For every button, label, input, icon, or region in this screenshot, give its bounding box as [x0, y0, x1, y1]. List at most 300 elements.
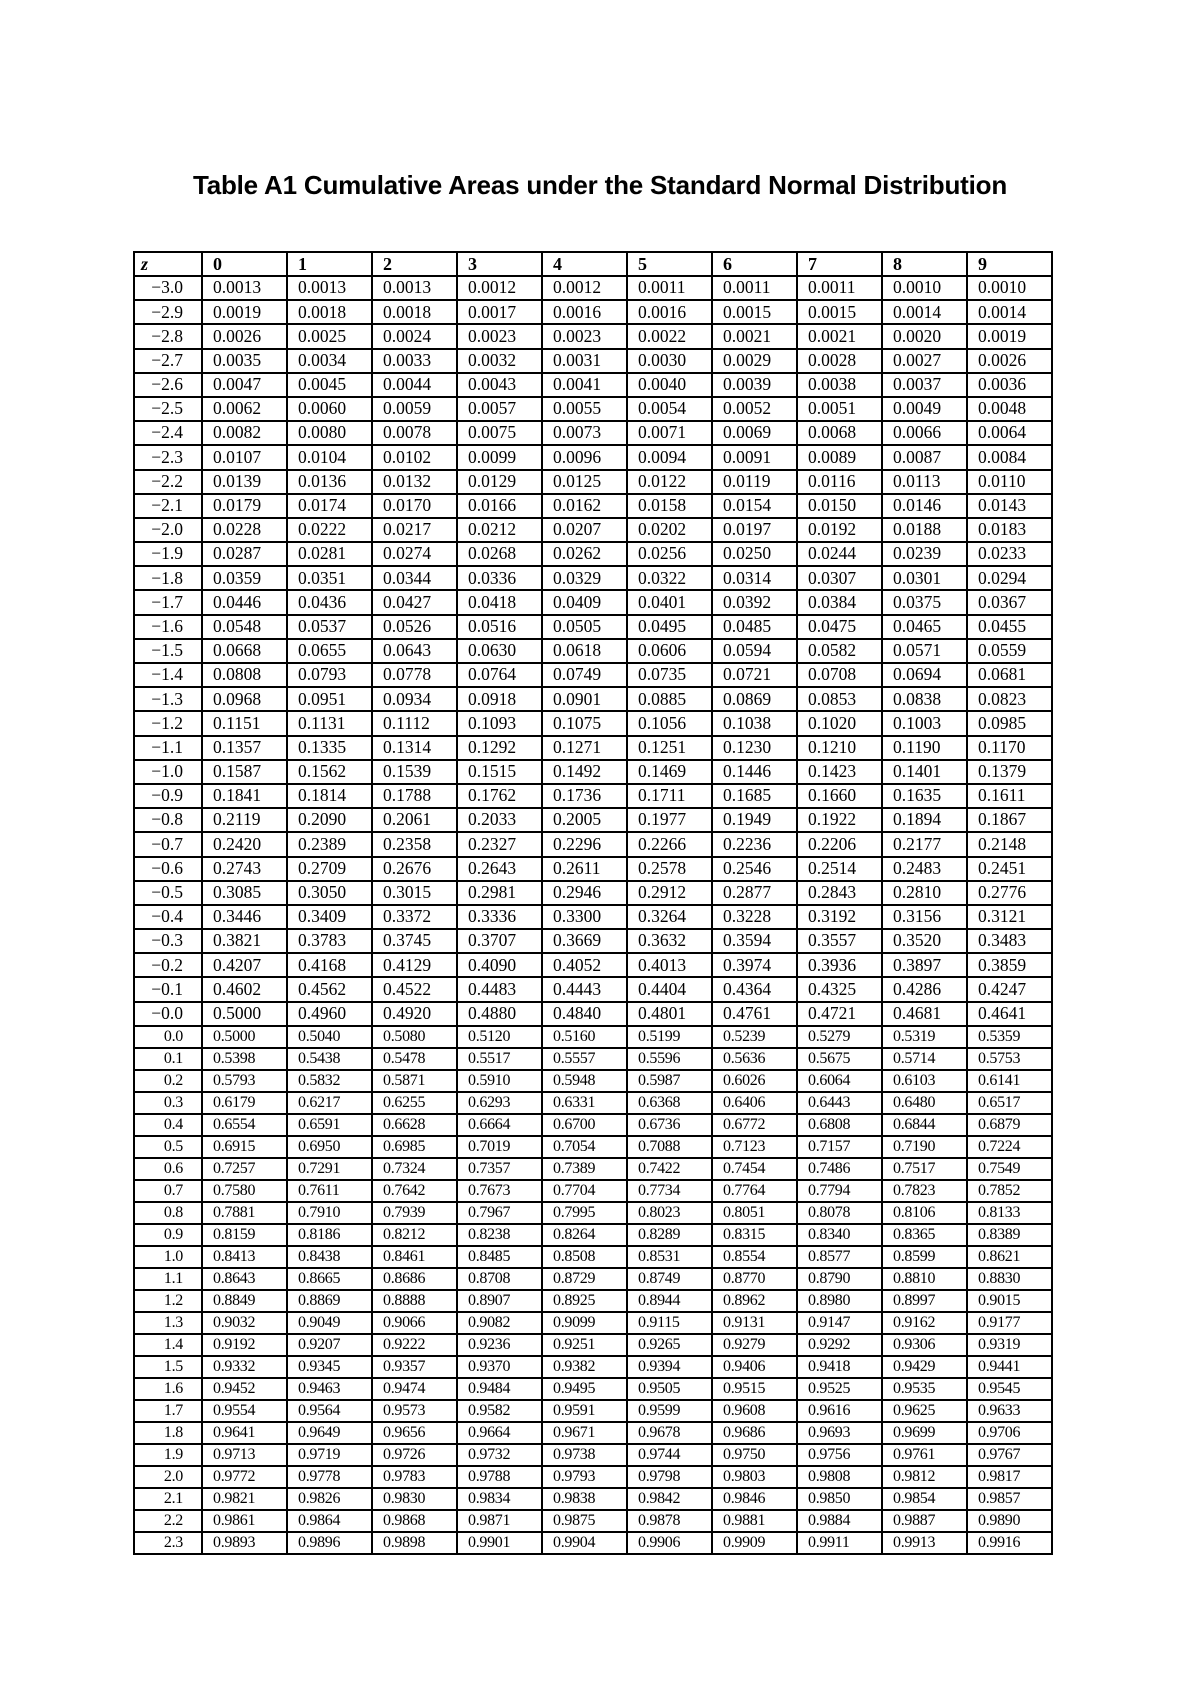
probability-cell: 0.1788 — [372, 784, 457, 808]
column-header: 6 — [712, 252, 797, 276]
probability-cell: 0.0559 — [967, 639, 1052, 663]
probability-cell: 0.0030 — [627, 349, 712, 373]
probability-cell: 0.0047 — [202, 373, 287, 397]
probability-cell: 0.0019 — [967, 324, 1052, 348]
probability-cell: 0.0016 — [627, 300, 712, 324]
probability-cell: 0.8508 — [542, 1246, 627, 1268]
z-value-cell: −2.1 — [134, 494, 202, 518]
probability-cell: 0.4013 — [627, 953, 712, 977]
probability-cell: 0.1867 — [967, 808, 1052, 832]
probability-cell: 0.7673 — [457, 1180, 542, 1202]
probability-cell: 0.8133 — [967, 1202, 1052, 1224]
table-row — [134, 1378, 1052, 1400]
probability-cell: 0.9868 — [372, 1510, 457, 1532]
probability-cell: 0.7454 — [712, 1158, 797, 1180]
probability-cell: 0.0021 — [797, 324, 882, 348]
table-row — [134, 1444, 1052, 1466]
probability-cell: 0.0655 — [287, 639, 372, 663]
probability-cell: 0.0495 — [627, 615, 712, 639]
probability-cell: 0.8186 — [287, 1224, 372, 1246]
table-row — [134, 421, 1052, 445]
probability-cell: 0.0020 — [882, 324, 967, 348]
probability-cell: 0.0027 — [882, 349, 967, 373]
probability-cell: 0.9767 — [967, 1444, 1052, 1466]
z-value-cell: −2.7 — [134, 349, 202, 373]
probability-cell: 0.0301 — [882, 566, 967, 590]
probability-cell: 0.4641 — [967, 1002, 1052, 1026]
probability-cell: 0.0968 — [202, 687, 287, 711]
table-row — [134, 397, 1052, 421]
table-row — [134, 1158, 1052, 1180]
z-value-cell: 1.1 — [134, 1268, 202, 1290]
probability-cell: 0.0091 — [712, 445, 797, 469]
probability-cell: 0.0057 — [457, 397, 542, 421]
probability-cell: 0.9838 — [542, 1488, 627, 1510]
probability-cell: 0.8315 — [712, 1224, 797, 1246]
probability-cell: 0.9861 — [202, 1510, 287, 1532]
z-value-cell: 0.0 — [134, 1026, 202, 1048]
probability-cell: 0.0505 — [542, 615, 627, 639]
probability-cell: 0.8749 — [627, 1268, 712, 1290]
probability-cell: 0.9875 — [542, 1510, 627, 1532]
probability-cell: 0.0049 — [882, 397, 967, 421]
probability-cell: 0.8830 — [967, 1268, 1052, 1290]
table-body — [134, 276, 1052, 1554]
probability-cell: 0.8485 — [457, 1246, 542, 1268]
z-value-cell: −0.7 — [134, 832, 202, 856]
probability-cell: 0.5000 — [202, 1026, 287, 1048]
table-row — [134, 760, 1052, 784]
probability-cell: 0.9545 — [967, 1378, 1052, 1400]
column-header: 0 — [202, 252, 287, 276]
probability-cell: 0.9049 — [287, 1312, 372, 1334]
z-value-cell: −2.3 — [134, 445, 202, 469]
probability-cell: 0.8106 — [882, 1202, 967, 1224]
probability-cell: 0.3050 — [287, 881, 372, 905]
table-row — [134, 349, 1052, 373]
probability-cell: 0.6406 — [712, 1092, 797, 1114]
probability-cell: 0.0116 — [797, 470, 882, 494]
probability-cell: 0.6443 — [797, 1092, 882, 1114]
probability-cell: 0.2296 — [542, 832, 627, 856]
probability-cell: 0.9222 — [372, 1334, 457, 1356]
probability-cell: 0.9772 — [202, 1466, 287, 1488]
probability-cell: 0.0029 — [712, 349, 797, 373]
probability-cell: 0.0113 — [882, 470, 967, 494]
probability-cell: 0.0174 — [287, 494, 372, 518]
probability-cell: 0.1292 — [457, 736, 542, 760]
probability-cell: 0.0073 — [542, 421, 627, 445]
z-value-cell: 1.5 — [134, 1356, 202, 1378]
probability-cell: 0.8790 — [797, 1268, 882, 1290]
probability-cell: 0.9901 — [457, 1532, 542, 1554]
table-row — [134, 1070, 1052, 1092]
probability-cell: 0.0031 — [542, 349, 627, 373]
probability-cell: 0.2005 — [542, 808, 627, 832]
probability-cell: 0.0013 — [372, 276, 457, 300]
probability-cell: 0.9686 — [712, 1422, 797, 1444]
probability-cell: 0.5636 — [712, 1048, 797, 1070]
page-title: Table A1 Cumulative Areas under the Standard Normal Distribution — [192, 170, 1008, 200]
probability-cell: 0.2611 — [542, 857, 627, 881]
probability-cell: 0.0571 — [882, 639, 967, 663]
probability-cell: 0.8365 — [882, 1224, 967, 1246]
probability-cell: 0.9564 — [287, 1400, 372, 1422]
probability-cell: 0.9778 — [287, 1466, 372, 1488]
probability-cell: 0.9177 — [967, 1312, 1052, 1334]
table-row — [134, 663, 1052, 687]
probability-cell: 0.6879 — [967, 1114, 1052, 1136]
probability-cell: 0.0040 — [627, 373, 712, 397]
probability-cell: 0.0136 — [287, 470, 372, 494]
probability-cell: 0.9599 — [627, 1400, 712, 1422]
probability-cell: 0.2877 — [712, 881, 797, 905]
probability-cell: 0.7389 — [542, 1158, 627, 1180]
probability-cell: 0.1736 — [542, 784, 627, 808]
z-value-cell: −0.8 — [134, 808, 202, 832]
probability-cell: 0.7190 — [882, 1136, 967, 1158]
probability-cell: 0.9192 — [202, 1334, 287, 1356]
probability-cell: 0.6554 — [202, 1114, 287, 1136]
probability-cell: 0.5478 — [372, 1048, 457, 1070]
probability-cell: 0.2676 — [372, 857, 457, 881]
probability-cell: 0.0808 — [202, 663, 287, 687]
table-row — [134, 1488, 1052, 1510]
probability-cell: 0.0107 — [202, 445, 287, 469]
z-value-cell: −1.8 — [134, 566, 202, 590]
z-value-cell: 0.6 — [134, 1158, 202, 1180]
probability-cell: 0.3446 — [202, 905, 287, 929]
z-value-cell: 2.3 — [134, 1532, 202, 1554]
probability-cell: 0.9099 — [542, 1312, 627, 1334]
probability-cell: 0.9382 — [542, 1356, 627, 1378]
z-value-cell: −1.4 — [134, 663, 202, 687]
probability-cell: 0.8438 — [287, 1246, 372, 1268]
z-value-cell: −1.5 — [134, 639, 202, 663]
probability-cell: 0.3821 — [202, 929, 287, 953]
probability-cell: 0.5319 — [882, 1026, 967, 1048]
probability-cell: 0.1112 — [372, 711, 457, 735]
probability-cell: 0.9693 — [797, 1422, 882, 1444]
probability-cell: 0.9893 — [202, 1532, 287, 1554]
probability-cell: 0.1038 — [712, 711, 797, 735]
probability-cell: 0.1762 — [457, 784, 542, 808]
probability-cell: 0.0044 — [372, 373, 457, 397]
probability-cell: 0.0351 — [287, 566, 372, 590]
probability-cell: 0.9726 — [372, 1444, 457, 1466]
probability-cell: 0.0045 — [287, 373, 372, 397]
probability-cell: 0.0681 — [967, 663, 1052, 687]
table-row — [134, 977, 1052, 1001]
probability-cell: 0.2061 — [372, 808, 457, 832]
probability-cell: 0.0014 — [882, 300, 967, 324]
probability-cell: 0.0143 — [967, 494, 1052, 518]
probability-cell: 0.5910 — [457, 1070, 542, 1092]
probability-cell: 0.5398 — [202, 1048, 287, 1070]
probability-cell: 0.0023 — [542, 324, 627, 348]
z-value-cell: −2.9 — [134, 300, 202, 324]
z-value-cell: −0.6 — [134, 857, 202, 881]
z-value-cell: −1.7 — [134, 590, 202, 614]
z-value-cell: −1.2 — [134, 711, 202, 735]
z-value-cell: −2.8 — [134, 324, 202, 348]
probability-cell: 0.4483 — [457, 977, 542, 1001]
probability-cell: 0.0668 — [202, 639, 287, 663]
probability-cell: 0.0023 — [457, 324, 542, 348]
table-row — [134, 1048, 1052, 1070]
z-value-cell: 1.3 — [134, 1312, 202, 1334]
probability-cell: 0.9808 — [797, 1466, 882, 1488]
probability-cell: 0.1379 — [967, 760, 1052, 784]
probability-cell: 0.7995 — [542, 1202, 627, 1224]
probability-cell: 0.9474 — [372, 1378, 457, 1400]
probability-cell: 0.1314 — [372, 736, 457, 760]
probability-cell: 0.0082 — [202, 421, 287, 445]
z-value-cell: −2.4 — [134, 421, 202, 445]
table-row — [134, 494, 1052, 518]
probability-cell: 0.0012 — [457, 276, 542, 300]
probability-cell: 0.9911 — [797, 1532, 882, 1554]
probability-cell: 0.8212 — [372, 1224, 457, 1246]
probability-cell: 0.1271 — [542, 736, 627, 760]
probability-cell: 0.0274 — [372, 542, 457, 566]
probability-cell: 0.0039 — [712, 373, 797, 397]
table-row — [134, 566, 1052, 590]
probability-cell: 0.8531 — [627, 1246, 712, 1268]
probability-cell: 0.0017 — [457, 300, 542, 324]
probability-cell: 0.8888 — [372, 1290, 457, 1312]
probability-cell: 0.8340 — [797, 1224, 882, 1246]
table-row — [134, 687, 1052, 711]
probability-cell: 0.3300 — [542, 905, 627, 929]
probability-cell: 0.2743 — [202, 857, 287, 881]
probability-cell: 0.6915 — [202, 1136, 287, 1158]
probability-cell: 0.0087 — [882, 445, 967, 469]
probability-cell: 0.9896 — [287, 1532, 372, 1554]
probability-cell: 0.8461 — [372, 1246, 457, 1268]
probability-cell: 0.0217 — [372, 518, 457, 542]
probability-cell: 0.9292 — [797, 1334, 882, 1356]
probability-cell: 0.1814 — [287, 784, 372, 808]
probability-cell: 0.0735 — [627, 663, 712, 687]
probability-cell: 0.4721 — [797, 1002, 882, 1026]
probability-cell: 0.0465 — [882, 615, 967, 639]
probability-cell: 0.0032 — [457, 349, 542, 373]
probability-cell: 0.9846 — [712, 1488, 797, 1510]
probability-cell: 0.0099 — [457, 445, 542, 469]
probability-cell: 0.9854 — [882, 1488, 967, 1510]
table-row — [134, 1532, 1052, 1554]
probability-cell: 0.9699 — [882, 1422, 967, 1444]
probability-cell: 0.0011 — [712, 276, 797, 300]
probability-cell: 0.0359 — [202, 566, 287, 590]
z-value-cell: −2.6 — [134, 373, 202, 397]
probability-cell: 0.0011 — [627, 276, 712, 300]
probability-cell: 0.9582 — [457, 1400, 542, 1422]
table-row — [134, 1114, 1052, 1136]
probability-cell: 0.9032 — [202, 1312, 287, 1334]
probability-cell: 0.0778 — [372, 663, 457, 687]
probability-cell: 0.9251 — [542, 1334, 627, 1356]
probability-cell: 0.9830 — [372, 1488, 457, 1510]
probability-cell: 0.2946 — [542, 881, 627, 905]
probability-cell: 0.9236 — [457, 1334, 542, 1356]
probability-cell: 0.9554 — [202, 1400, 287, 1422]
probability-cell: 0.7734 — [627, 1180, 712, 1202]
z-value-cell: 0.9 — [134, 1224, 202, 1246]
probability-cell: 0.0392 — [712, 590, 797, 614]
probability-cell: 0.0102 — [372, 445, 457, 469]
probability-cell: 0.9732 — [457, 1444, 542, 1466]
z-value-cell: −2.0 — [134, 518, 202, 542]
probability-cell: 0.9279 — [712, 1334, 797, 1356]
probability-cell: 0.2420 — [202, 832, 287, 856]
probability-cell: 0.6700 — [542, 1114, 627, 1136]
probability-cell: 0.0055 — [542, 397, 627, 421]
probability-cell: 0.2266 — [627, 832, 712, 856]
probability-cell: 0.5675 — [797, 1048, 882, 1070]
probability-cell: 0.9916 — [967, 1532, 1052, 1554]
probability-cell: 0.7764 — [712, 1180, 797, 1202]
probability-cell: 0.0446 — [202, 590, 287, 614]
probability-cell: 0.8238 — [457, 1224, 542, 1246]
probability-cell: 0.4761 — [712, 1002, 797, 1026]
probability-cell: 0.2776 — [967, 881, 1052, 905]
probability-cell: 0.6664 — [457, 1114, 542, 1136]
probability-cell: 0.9082 — [457, 1312, 542, 1334]
z-value-cell: 2.2 — [134, 1510, 202, 1532]
probability-cell: 0.7704 — [542, 1180, 627, 1202]
probability-cell: 0.1056 — [627, 711, 712, 735]
probability-cell: 0.3409 — [287, 905, 372, 929]
probability-cell: 0.0022 — [627, 324, 712, 348]
probability-cell: 0.5120 — [457, 1026, 542, 1048]
probability-cell: 0.0314 — [712, 566, 797, 590]
probability-cell: 0.2810 — [882, 881, 967, 905]
probability-cell: 0.9898 — [372, 1532, 457, 1554]
probability-cell: 0.5557 — [542, 1048, 627, 1070]
probability-cell: 0.0018 — [287, 300, 372, 324]
z-value-cell: −1.0 — [134, 760, 202, 784]
probability-cell: 0.2090 — [287, 808, 372, 832]
table-row — [134, 1400, 1052, 1422]
probability-cell: 0.3897 — [882, 953, 967, 977]
probability-cell: 0.0418 — [457, 590, 542, 614]
probability-cell: 0.0436 — [287, 590, 372, 614]
table-row — [134, 1356, 1052, 1378]
probability-cell: 0.4052 — [542, 953, 627, 977]
probability-cell: 0.4522 — [372, 977, 457, 1001]
probability-cell: 0.4207 — [202, 953, 287, 977]
probability-cell: 0.1003 — [882, 711, 967, 735]
probability-cell: 0.2358 — [372, 832, 457, 856]
probability-cell: 0.0485 — [712, 615, 797, 639]
probability-cell: 0.9591 — [542, 1400, 627, 1422]
probability-cell: 0.5239 — [712, 1026, 797, 1048]
probability-cell: 0.6736 — [627, 1114, 712, 1136]
z-value-cell: 1.8 — [134, 1422, 202, 1444]
probability-cell: 0.0838 — [882, 687, 967, 711]
probability-cell: 0.9750 — [712, 1444, 797, 1466]
z-value-cell: 2.1 — [134, 1488, 202, 1510]
probability-cell: 0.3336 — [457, 905, 542, 929]
probability-cell: 0.9678 — [627, 1422, 712, 1444]
probability-cell: 0.0294 — [967, 566, 1052, 590]
probability-cell: 0.0256 — [627, 542, 712, 566]
probability-cell: 0.0014 — [967, 300, 1052, 324]
probability-cell: 0.4404 — [627, 977, 712, 1001]
probability-cell: 0.0011 — [797, 276, 882, 300]
probability-cell: 0.0150 — [797, 494, 882, 518]
probability-cell: 0.0078 — [372, 421, 457, 445]
probability-cell: 0.0038 — [797, 373, 882, 397]
probability-cell: 0.1020 — [797, 711, 882, 735]
probability-cell: 0.0582 — [797, 639, 882, 663]
table-row — [134, 1092, 1052, 1114]
probability-cell: 0.1492 — [542, 760, 627, 784]
probability-cell: 0.1841 — [202, 784, 287, 808]
probability-cell: 0.0028 — [797, 349, 882, 373]
probability-cell: 0.9441 — [967, 1356, 1052, 1378]
probability-cell: 0.8413 — [202, 1246, 287, 1268]
probability-cell: 0.0162 — [542, 494, 627, 518]
probability-cell: 0.9850 — [797, 1488, 882, 1510]
z-value-cell: −2.2 — [134, 470, 202, 494]
probability-cell: 0.6026 — [712, 1070, 797, 1092]
table-row — [134, 1002, 1052, 1026]
probability-cell: 0.3520 — [882, 929, 967, 953]
probability-cell: 0.9147 — [797, 1312, 882, 1334]
probability-cell: 0.0951 — [287, 687, 372, 711]
z-value-cell: −0.3 — [134, 929, 202, 953]
table-row — [134, 470, 1052, 494]
probability-cell: 0.1587 — [202, 760, 287, 784]
probability-cell: 0.8599 — [882, 1246, 967, 1268]
probability-cell: 0.5080 — [372, 1026, 457, 1048]
probability-cell: 0.0104 — [287, 445, 372, 469]
z-value-cell: 1.7 — [134, 1400, 202, 1422]
probability-cell: 0.9649 — [287, 1422, 372, 1444]
probability-cell: 0.8643 — [202, 1268, 287, 1290]
probability-cell: 0.0026 — [202, 324, 287, 348]
probability-cell: 0.7088 — [627, 1136, 712, 1158]
probability-cell: 0.4286 — [882, 977, 967, 1001]
probability-cell: 0.8770 — [712, 1268, 797, 1290]
probability-cell: 0.9783 — [372, 1466, 457, 1488]
probability-cell: 0.0455 — [967, 615, 1052, 639]
table-row — [134, 1202, 1052, 1224]
table-row — [134, 373, 1052, 397]
z-value-cell: −1.6 — [134, 615, 202, 639]
probability-cell: 0.9671 — [542, 1422, 627, 1444]
probability-cell: 0.0537 — [287, 615, 372, 639]
probability-cell: 0.0244 — [797, 542, 882, 566]
probability-cell: 0.0630 — [457, 639, 542, 663]
probability-cell: 0.1357 — [202, 736, 287, 760]
probability-cell: 0.7910 — [287, 1202, 372, 1224]
probability-cell: 0.2843 — [797, 881, 882, 905]
probability-cell: 0.8159 — [202, 1224, 287, 1246]
probability-cell: 0.9463 — [287, 1378, 372, 1400]
probability-cell: 0.8944 — [627, 1290, 712, 1312]
probability-cell: 0.0094 — [627, 445, 712, 469]
probability-cell: 0.9015 — [967, 1290, 1052, 1312]
probability-cell: 0.0548 — [202, 615, 287, 639]
probability-cell: 0.1611 — [967, 784, 1052, 808]
probability-cell: 0.2912 — [627, 881, 712, 905]
probability-cell: 0.0051 — [797, 397, 882, 421]
probability-cell: 0.0516 — [457, 615, 542, 639]
